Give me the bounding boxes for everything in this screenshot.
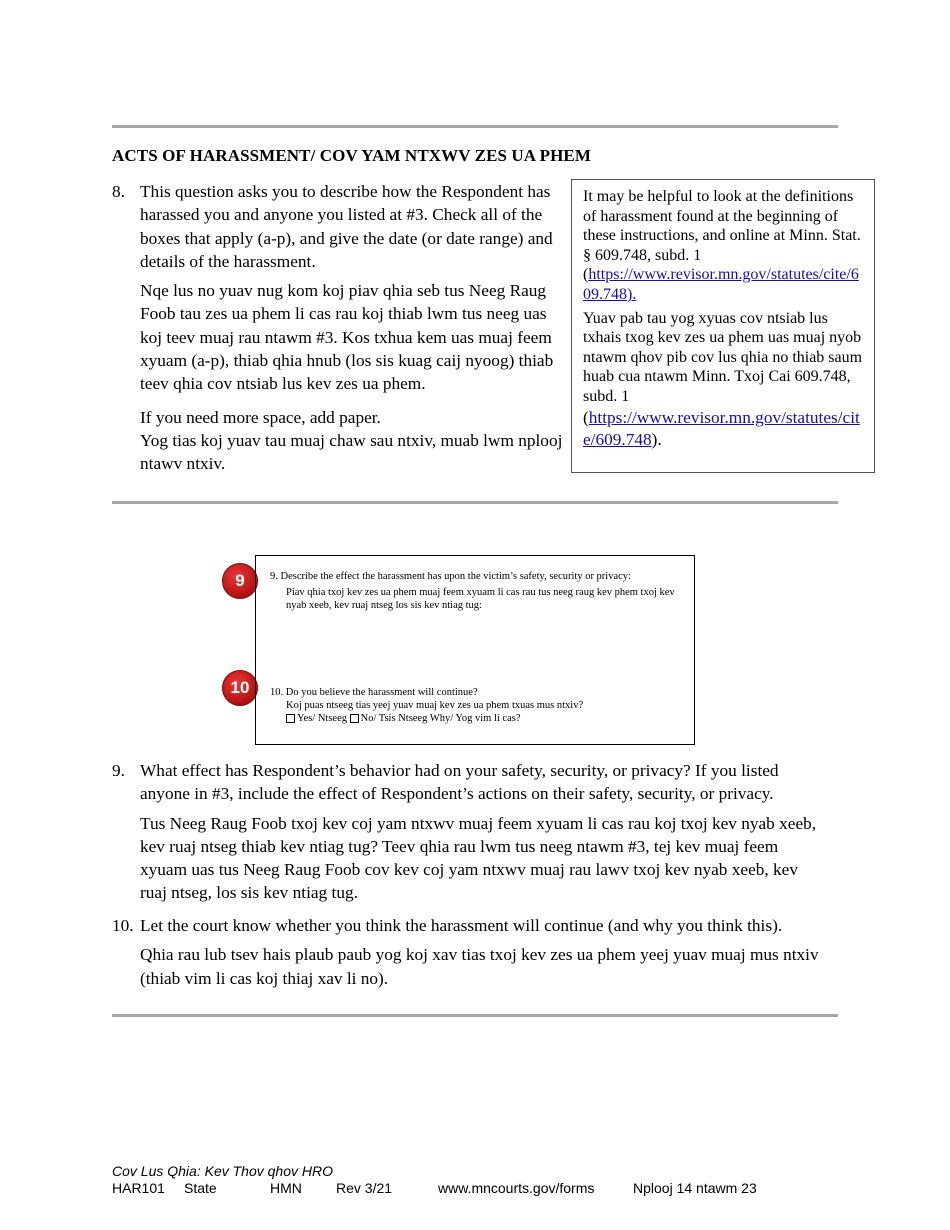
question-8: [112, 180, 567, 476]
question-9: [112, 759, 827, 905]
more-space-hmong: Yog tias koj yuav tau muaj chaw sau ntxiv, muab lwm nplooj ntawv ntxiv.: [140, 430, 563, 474]
question-10-english: Let the court know whether you think the harassment will continue (and why you think this).: [140, 916, 783, 935]
info-hmong: Yuav pab tau yog xyuas cov ntsiab lus txhais txog kev zes ua phem uas muaj nyob ntawm qhov pib cov lus qhia no thiab saum huab cua ntawm Minn. Txoj Cai 609.748, subd. 1 (https://www.revisor.mn.gov/statutes/cite/609.748).: [583, 309, 863, 449]
question-number: 10.: [112, 916, 134, 935]
footer-language: HMN: [270, 1180, 302, 1196]
definitions-info-box: [571, 179, 875, 473]
middle-divider-1: [112, 501, 838, 504]
footer-state: State: [184, 1180, 217, 1196]
top-divider: [112, 125, 838, 128]
form-q9-hmong: Piav qhia txoj kev zes ua phem muaj feem xyuam li cas rau tus neeg raug kev phem txoj kev nyab xeeb, kev ruaj ntseg los sis kev ntiag tug:: [286, 587, 675, 611]
info-english: It may be helpful to look at the definitions of harassment found at the beginning of these instructions, and online at Minn. Stat. § 609.748, subd. 1 (https://www.revisor.mn.gov/statutes/cite/609.748).: [583, 188, 861, 303]
footer-title: Cov Lus Qhia: Kev Thov qhov HRO: [112, 1163, 333, 1179]
question-number: 8.: [112, 182, 125, 201]
question-10-hmong: Qhia rau lub tsev hais plaub paub yog koj xav tias txoj kev zes ua phem yeej yuav muaj mus ntxiv (thiab vim li cas koj thiaj xav li no).: [140, 945, 819, 988]
yes-checkbox[interactable]: [286, 714, 295, 723]
form-q10-hmong: Koj puas ntseeg tias yeej yuav muaj kev zes ua phem txuas mus ntxiv?: [286, 700, 584, 711]
statute-link-english[interactable]: https://www.revisor.mn.gov/statutes/cite/609.748).: [583, 266, 859, 303]
question-8-english: This question asks you to describe how the Respondent has harassed you and anyone you listed at #3. Check all of the boxes that apply (a-p), and give the date (or date range) and details of the harassment.: [140, 182, 553, 271]
footer-url: www.mncourts.gov/forms: [438, 1180, 595, 1196]
badge-9: 9: [222, 563, 258, 599]
form-excerpt: [255, 555, 695, 745]
page-footer: [112, 1163, 812, 1197]
footer-page-number: Nplooj 14 ntawm 23: [633, 1180, 757, 1196]
question-8-hmong: Nqe lus no yuav nug kom koj piav qhia seb tus Neeg Raug Foob tau zes ua phem li cas rau koj thiab lwm tus neeg uas koj teev muaj rau ntawm #3. Kos txhua kem uas muaj feem xyuam (a-p), thiab qhia hnub (los sis kuag caij nyoog) thiab teev qhia cov ntsiab lus kev zes ua phem.: [140, 281, 554, 394]
footer-revision: Rev 3/21: [336, 1180, 393, 1196]
no-checkbox[interactable]: [350, 714, 359, 723]
question-9-english: What effect has Respondent’s behavior had on your safety, security, or privacy? If you listed anyone in #3, include the effect of Respondent’s actions on their safety, security, or privacy.: [140, 761, 779, 804]
section-heading: ACTS OF HARASSMENT/ COV YAM NTXWV ZES UA PHEM: [112, 146, 591, 165]
question-10: [112, 914, 827, 990]
question-9-hmong: Tus Neeg Raug Foob txoj kev coj yam ntxwv muaj feem xyuam li cas rau koj txoj kev nyab xeeb, kev ruaj ntseg thiab kev ntiag tug? Teev qhia rau lwm tus neeg ntawm #3, tej kev muaj feem xyuam uas tus Neeg Raug Foob cov kev coj yam ntxwv muaj rau lawv txoj kev nyab xeeb, kev ruaj ntseg, los sis kev ntiag tug.: [140, 813, 817, 903]
form-q10-label: 10. Do you believe the harassment will continue?: [270, 687, 478, 698]
form-q9-label: 9. Describe the effect the harassment has upon the victim’s safety, security or privacy:: [270, 571, 631, 582]
footer-form-id: HAR101: [112, 1180, 165, 1196]
question-number: 9.: [112, 761, 125, 780]
statute-link-hmong[interactable]: https://www.revisor.mn.gov/statutes/cite/609.748: [583, 407, 860, 449]
more-space-english: If you need more space, add paper.: [140, 407, 381, 427]
form-q10-options: Yes/ Ntseeg No/ Tsis Ntseeg Why/ Yog vim li cas?: [286, 712, 685, 725]
bottom-divider: [112, 1014, 838, 1017]
badge-10: 10: [222, 670, 258, 706]
